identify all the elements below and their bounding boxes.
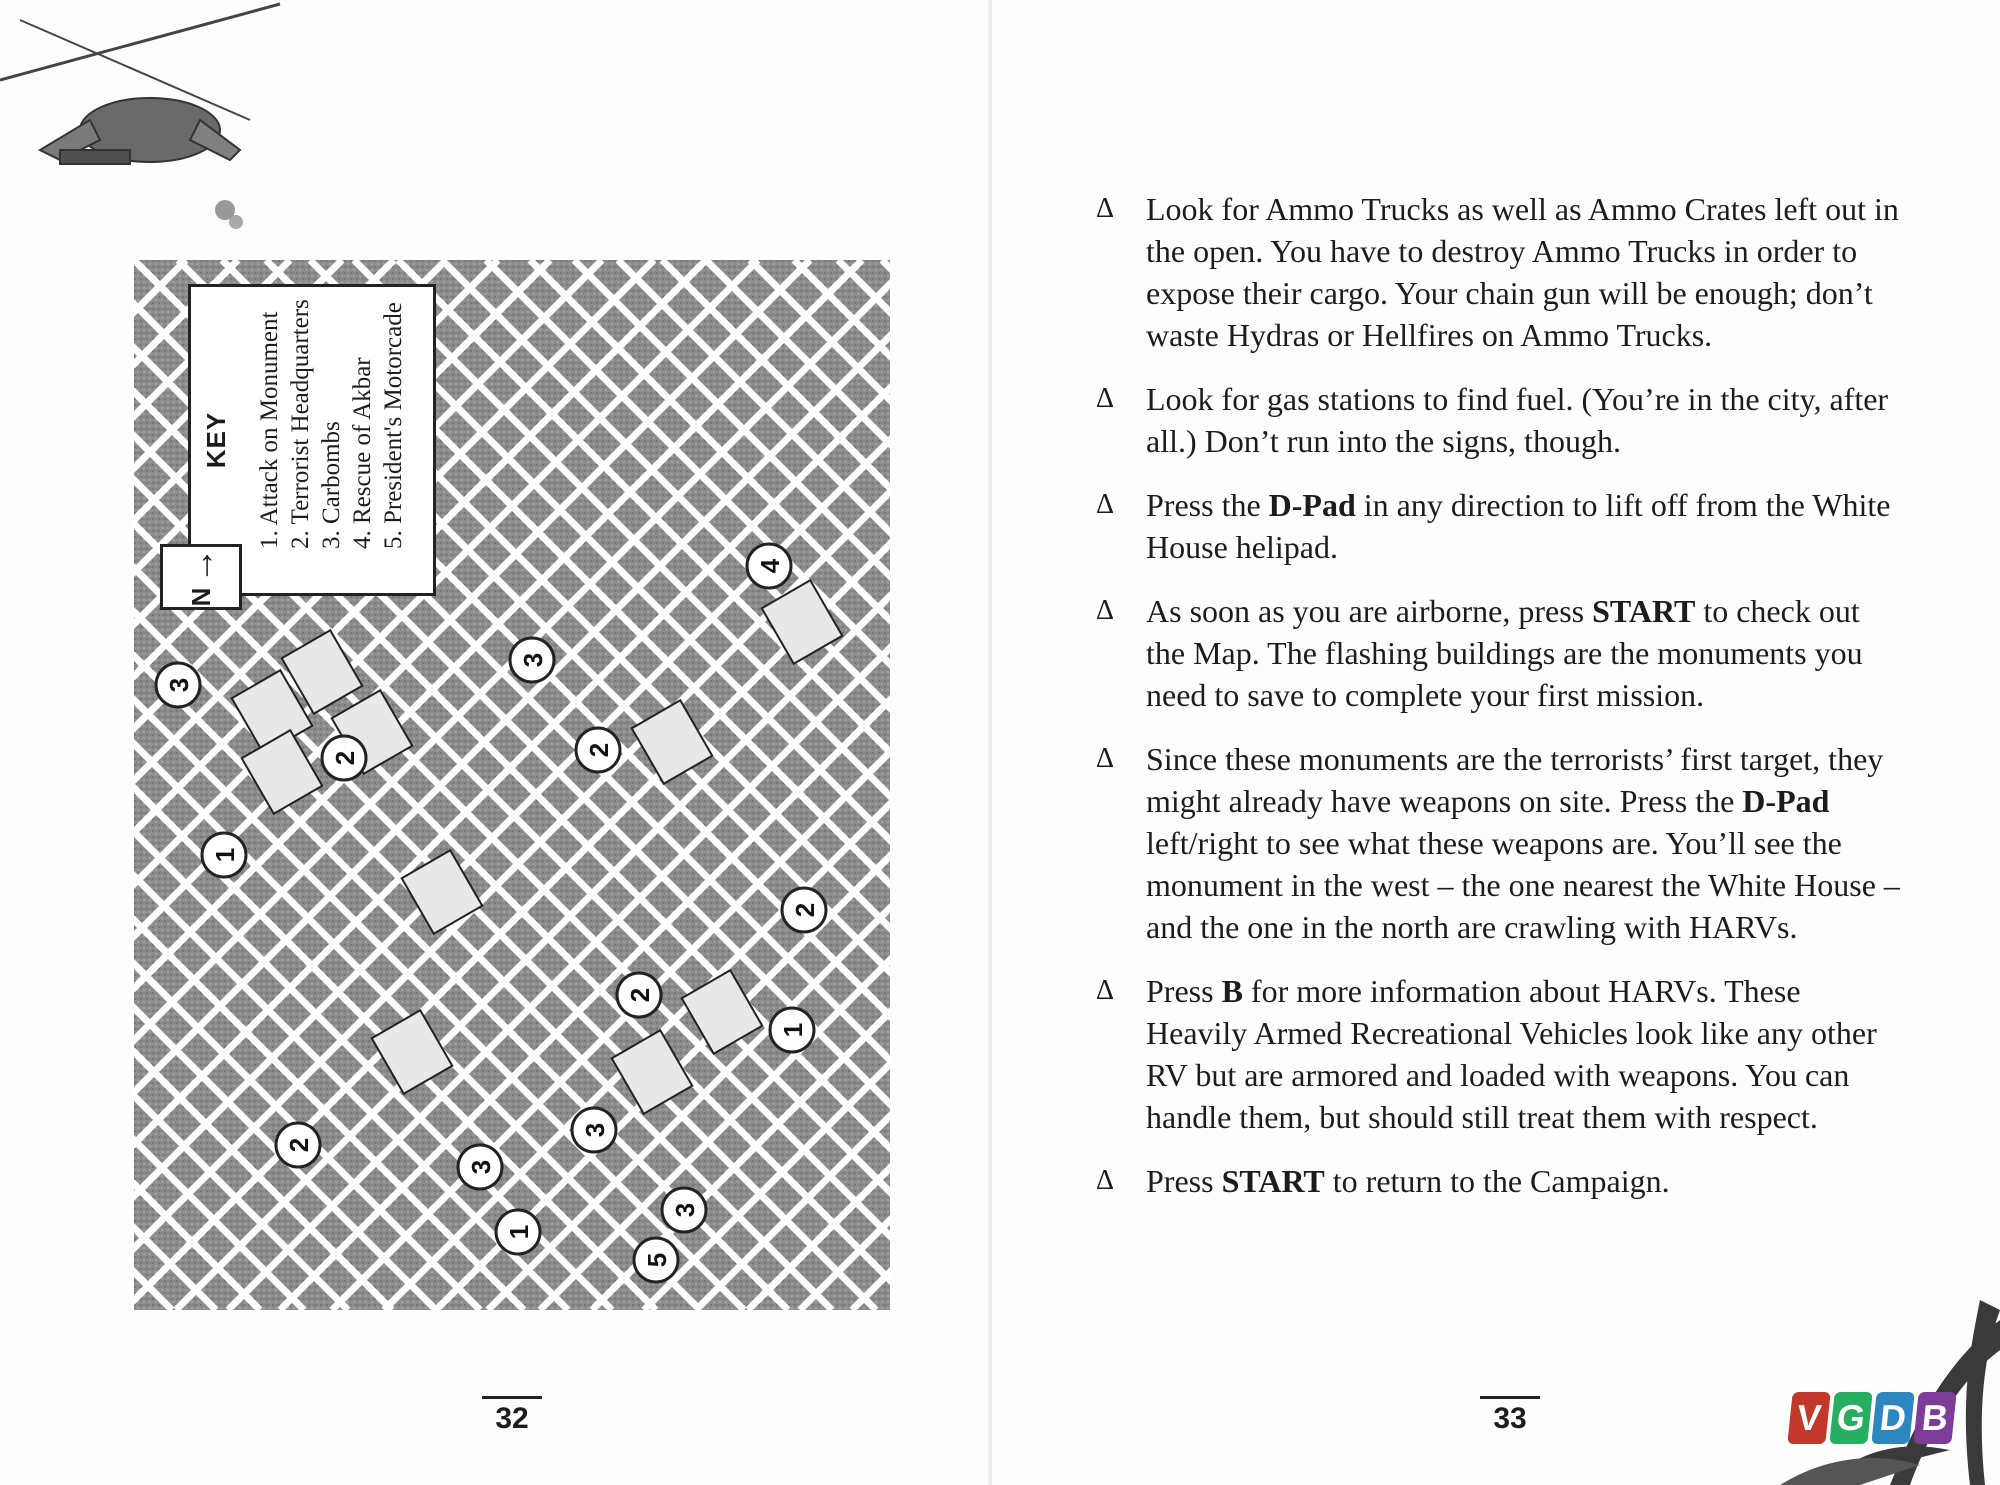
map-marker-number: 2	[790, 902, 820, 918]
key-item-5: 5. President's Motorcade	[380, 302, 407, 549]
map-marker	[747, 544, 791, 588]
helicopter-illustration	[0, 0, 300, 240]
instruction-text-segment: As soon as you are airborne, press	[1146, 593, 1593, 629]
instruction-text-segment: B	[1221, 973, 1243, 1009]
map-marker-number: 3	[164, 677, 194, 693]
map-marker	[634, 1238, 678, 1282]
key-item-4: 4. Rescue of Akbar	[349, 357, 376, 549]
instruction-item	[1096, 378, 1906, 462]
map-marker	[617, 973, 661, 1017]
instruction-text-segment: Look for Ammo Trucks as well as Ammo Crates left out in the open. You have to destroy Ammo Trucks in order to expose their cargo. Your chain gun will be enough; don’t waste Hydras or Hellfires on Ammo Trucks.	[1146, 191, 1899, 353]
triangle-bullet-icon: Δ	[1096, 1165, 1115, 1196]
instruction-text-segment: left/right to see what these weapons are. You’ll see the monument in the west – the one nearest the White House – and the one in the north are crawling with HARVs.	[1146, 825, 1900, 945]
page-number-right: 33	[1480, 1402, 1540, 1436]
instruction-item	[1096, 188, 1906, 356]
map-marker-number: 2	[625, 987, 655, 1003]
vgdb-letter: B	[1913, 1392, 1956, 1444]
key-item-1: 1. Attack on Monument	[256, 311, 283, 549]
map-marker-number: 2	[284, 1137, 314, 1153]
map-marker	[458, 1145, 502, 1189]
instruction-text-segment: for more information about HARVs. These Heavily Armed Recreational Vehicles look like any other RV but are armored and loaded with weapons. You can handle them, but should still treat them with respect.	[1146, 973, 1877, 1135]
triangle-bullet-icon: Δ	[1096, 383, 1115, 414]
key-title: KEY	[201, 411, 231, 469]
map-marker-number: 2	[584, 742, 614, 758]
north-label: N	[185, 587, 216, 607]
instruction-text-segment: in any direction to lift off from the White House helipad.	[1146, 487, 1891, 565]
key-item-3: 3. Carbombs	[318, 421, 345, 549]
map-marker	[662, 1188, 706, 1232]
instruction-item	[1096, 1160, 1906, 1202]
instruction-text-segment: to check out the Map. The flashing buildings are the monuments you need to save to complete your first mission.	[1146, 593, 1863, 713]
north-indicator	[160, 544, 242, 610]
instruction-item	[1096, 590, 1906, 716]
north-arrow-icon: →	[181, 547, 221, 584]
instruction-text-segment: Look for gas stations to find fuel. (You’re in the city, after all.) Don’t run into the signs, though.	[1146, 381, 1889, 459]
instruction-text-segment: Press	[1146, 1163, 1222, 1199]
triangle-bullet-icon: Δ	[1096, 595, 1115, 626]
map-marker-number: 3	[580, 1122, 610, 1138]
triangle-bullet-icon: Δ	[1096, 193, 1115, 224]
instruction-text-segment: to return to the Campaign.	[1324, 1163, 1670, 1199]
instruction-text	[1146, 973, 1877, 1135]
instruction-text	[1146, 741, 1900, 945]
triangle-bullet-icon: Δ	[1096, 489, 1115, 520]
instruction-item	[1096, 970, 1906, 1138]
map-marker	[770, 1008, 814, 1052]
map-marker-number: 3	[466, 1159, 496, 1175]
map-marker	[576, 728, 620, 772]
instruction-text	[1146, 381, 1888, 459]
map-marker	[782, 888, 826, 932]
map-marker-number: 1	[210, 847, 240, 863]
instruction-list	[1096, 188, 1906, 1224]
vgdb-letter: D	[1871, 1392, 1914, 1444]
page-number-left: 32	[482, 1402, 542, 1436]
map-marker	[156, 663, 200, 707]
instruction-text-segment: Press the	[1146, 487, 1269, 523]
instruction-text-segment: D-Pad	[1268, 487, 1356, 523]
triangle-bullet-icon: Δ	[1096, 743, 1115, 774]
map-marker-number: 3	[518, 652, 548, 668]
vgdb-letter: V	[1787, 1392, 1830, 1444]
left-page	[0, 0, 992, 1485]
map-marker-number: 3	[670, 1202, 700, 1218]
instruction-text	[1146, 1163, 1670, 1199]
map-marker-number: 5	[642, 1252, 672, 1268]
map-marker-number: 1	[778, 1022, 808, 1038]
vgdb-letter: G	[1829, 1392, 1872, 1444]
instruction-text-segment: START	[1221, 1163, 1325, 1199]
instruction-text-segment: START	[1592, 593, 1696, 629]
instruction-text-segment: Press	[1146, 973, 1222, 1009]
vgdb-watermark	[1790, 1392, 1954, 1444]
instruction-item	[1096, 738, 1906, 948]
instruction-text	[1146, 593, 1863, 713]
map-marker-number: 4	[755, 558, 785, 574]
instruction-item	[1096, 484, 1906, 568]
instruction-text	[1146, 487, 1890, 565]
key-item-2: 2. Terrorist Headquarters	[287, 299, 314, 549]
instruction-text-segment: D-Pad	[1742, 783, 1830, 819]
map-marker	[276, 1123, 320, 1167]
map-marker-number: 1	[504, 1224, 534, 1240]
map-marker	[572, 1108, 616, 1152]
map-marker-number: 2	[330, 750, 360, 766]
map-marker	[322, 736, 366, 780]
map-marker	[202, 833, 246, 877]
map-marker	[510, 638, 554, 682]
instruction-text	[1146, 191, 1899, 353]
instruction-text-segment: Since these monuments are the terrorists’ first target, they might already have weapons on site. Press the	[1146, 741, 1884, 819]
triangle-bullet-icon: Δ	[1096, 975, 1115, 1006]
map-marker	[496, 1210, 540, 1254]
